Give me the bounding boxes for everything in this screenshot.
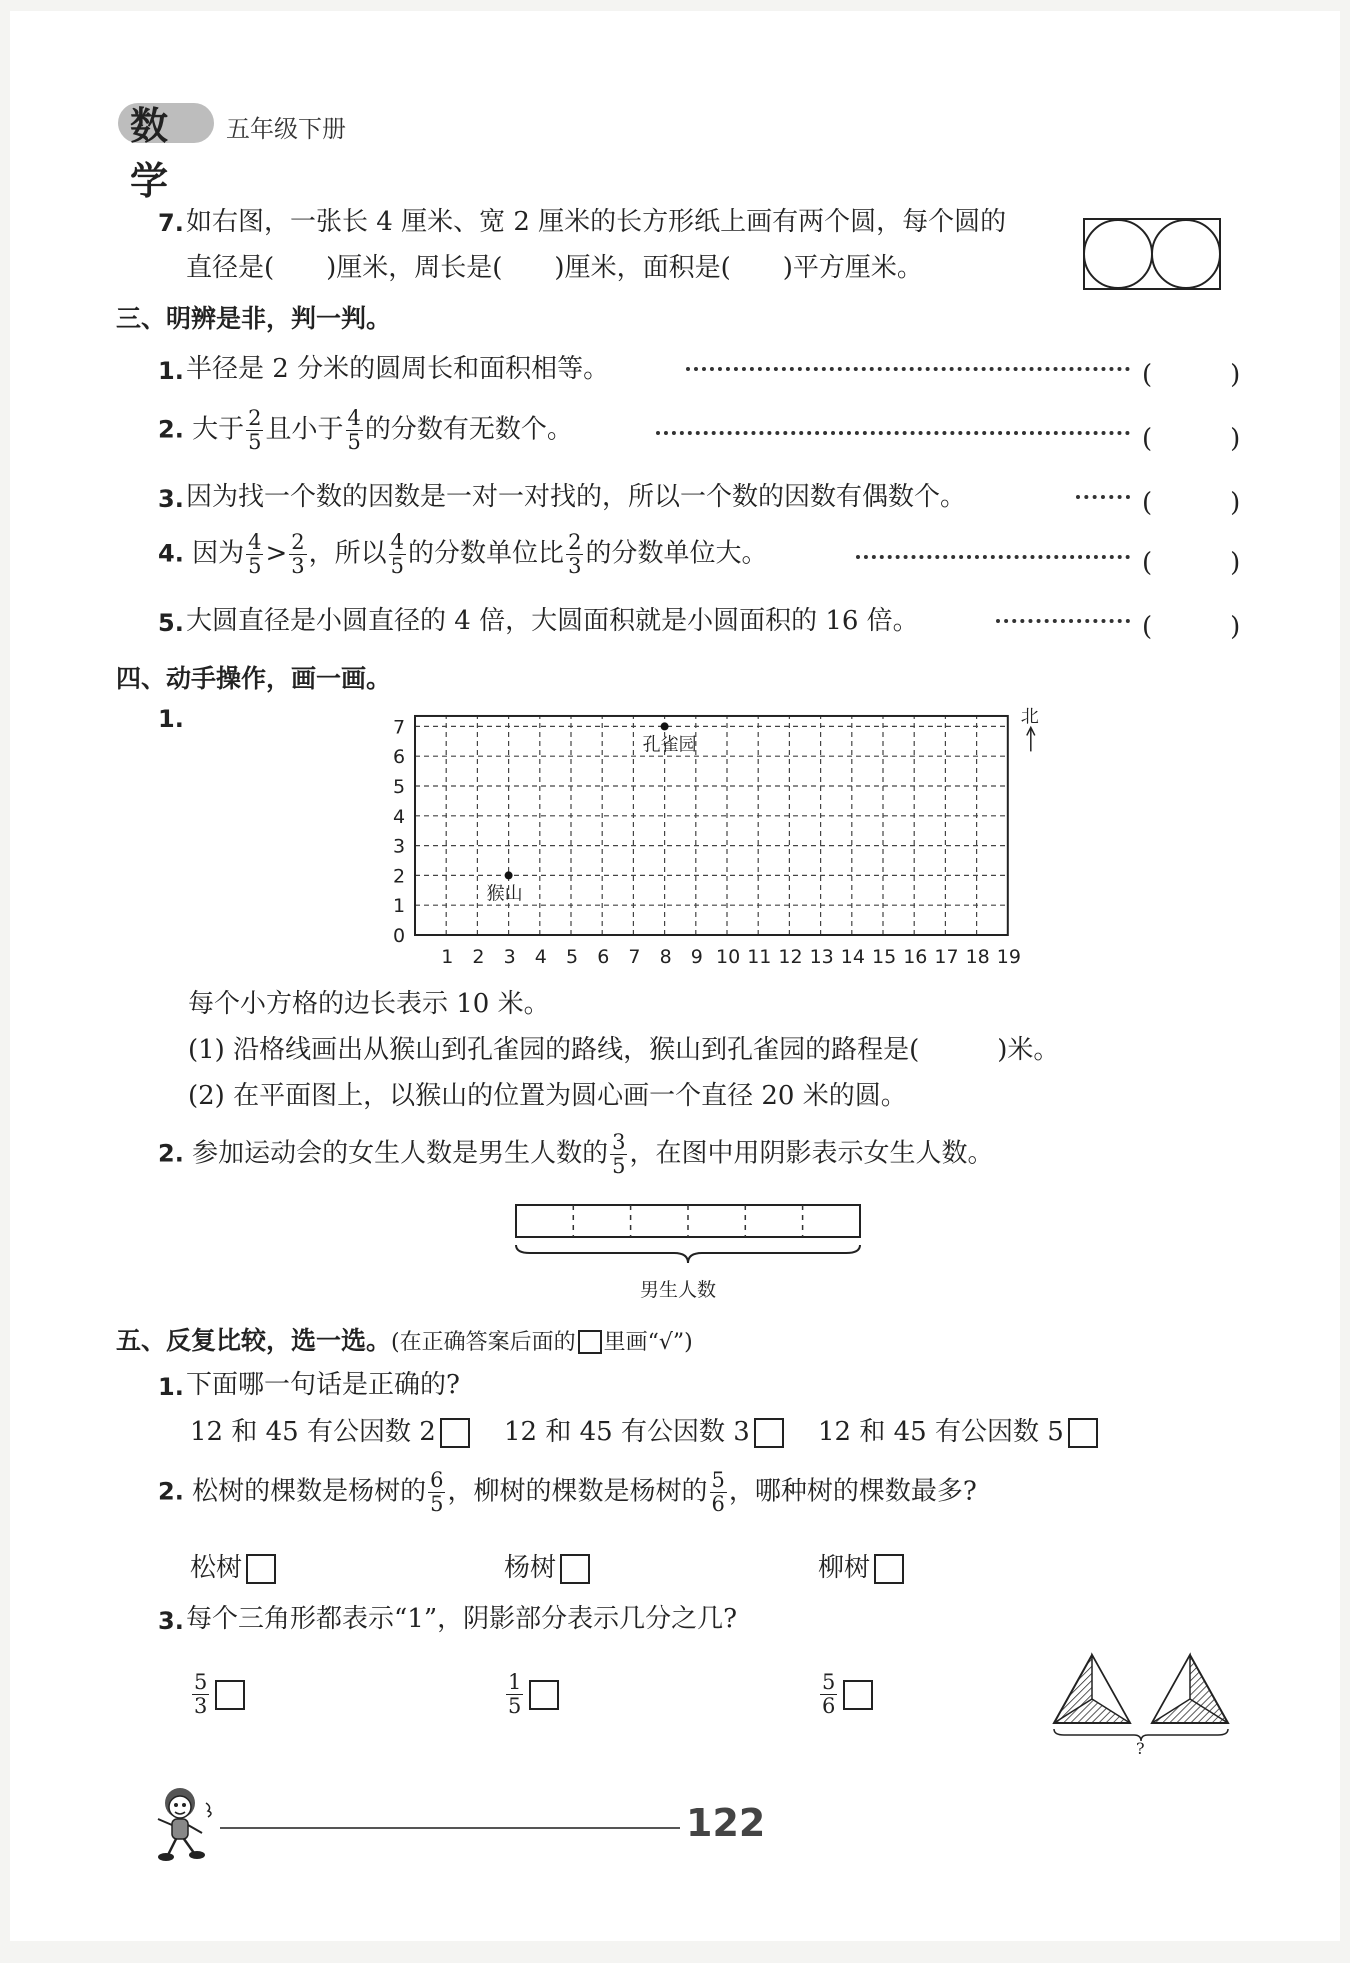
answer-checkbox[interactable] — [754, 1418, 784, 1448]
s5-q1-option-3: 12 和 45 有公因数 5 — [818, 1417, 1098, 1448]
section3-title: 三、明辨是非，判一判。 — [116, 304, 392, 333]
s4-q2-number: 2. — [158, 1139, 184, 1168]
fraction: $\frac{5}{6}$ — [711, 1468, 725, 1516]
title-checkbox-icon — [578, 1330, 602, 1354]
answer-checkbox[interactable] — [440, 1418, 470, 1448]
shaded-triangles-figure — [1050, 1651, 1240, 1751]
s3-item4-post: 的分数单位大。 — [585, 538, 768, 569]
s3-item1-answer[interactable]: ( ) — [1142, 360, 1241, 390]
x-tick-label: 6 — [597, 946, 610, 968]
s3-item4-pre: 因为 — [192, 538, 245, 569]
s4-sub2: (2) 在平面图上，以猴山的位置为圆心画一个直径 20 米的圆。 — [188, 1081, 907, 1111]
y-tick-label: 5 — [393, 776, 406, 798]
s5-q2-option-1: 松树 — [190, 1553, 276, 1584]
x-tick-label: 16 — [903, 946, 928, 968]
section5-title-note-post: 里画“√”) — [603, 1330, 693, 1355]
answer-checkbox[interactable] — [874, 1554, 904, 1584]
fraction: $\frac{6}{5}$ — [430, 1468, 444, 1516]
s4-sub1: (1) 沿格线画出从猴山到孔雀园的路线，猴山到孔雀园的路程是( )米。 — [188, 1035, 1060, 1065]
s4-q2 — [158, 1131, 994, 1178]
x-tick-label: 18 — [965, 946, 990, 968]
s5-q2-option-3: 柳树 — [818, 1553, 904, 1584]
s3-item3-number: 3. — [158, 485, 184, 513]
section5-title — [116, 1321, 693, 1357]
bar-label: 男生人数 — [640, 1279, 717, 1301]
fraction: $\frac{2}{3}$ — [568, 530, 582, 578]
x-tick-label: 13 — [809, 946, 834, 968]
s3-item5-number: 5. — [158, 609, 184, 637]
page-number: 122 — [686, 1801, 766, 1845]
s5-q3-option-1 — [190, 1671, 245, 1718]
x-tick-label: 9 — [690, 946, 703, 968]
s3-item3-text: 因为找一个数的因数是一对一对找的，所以一个数的因数有偶数个。 — [186, 482, 967, 512]
s3-item2-answer[interactable]: ( ) — [1142, 424, 1241, 454]
s3-item2 — [158, 407, 573, 454]
x-tick-label: 12 — [778, 946, 803, 968]
two-circles-rectangle-figure — [1082, 217, 1222, 291]
coordinate-grid-map[interactable] — [380, 691, 1040, 981]
y-tick-label: 1 — [393, 895, 406, 918]
x-tick-label: 11 — [747, 946, 772, 968]
y-tick-label: 2 — [393, 865, 406, 888]
fraction: $\frac{2}{3}$ — [291, 530, 305, 578]
s5-q3-text: 每个三角形都表示“1”，阴影部分表示几分之几? — [186, 1604, 738, 1634]
q7-line2: 直径是( )厘米，周长是( )厘米，面积是( )平方厘米。 — [186, 253, 923, 283]
s3-item3-leader — [1076, 495, 1130, 499]
y-tick-label: 4 — [393, 805, 406, 828]
location-label: 孔雀园 — [642, 734, 697, 756]
location-point — [661, 722, 669, 730]
y-tick-label: 6 — [393, 746, 406, 769]
answer-checkbox[interactable] — [215, 1680, 245, 1710]
s5-q2-mid: ，柳树的棵数是杨树的 — [447, 1476, 708, 1507]
s3-item2-pre: 大于 — [192, 414, 245, 445]
s5-q2-option-2: 杨树 — [504, 1553, 590, 1584]
s3-item1-text: 半径是 2 分米的圆周长和面积相等。 — [186, 354, 610, 384]
s5-q1-option-1: 12 和 45 有公因数 2 — [190, 1417, 470, 1448]
s4-q2-pre: 参加运动会的女生人数是男生人数的 — [192, 1138, 609, 1169]
answer-checkbox[interactable] — [843, 1680, 873, 1710]
answer-checkbox[interactable] — [560, 1554, 590, 1584]
s5-q2 — [158, 1469, 977, 1516]
s3-item4-mid: ，所以 — [308, 538, 387, 569]
s5-q3-option-3 — [818, 1671, 873, 1718]
x-tick-label: 7 — [628, 946, 641, 968]
x-tick-label: 17 — [934, 946, 959, 968]
s3-item5-answer[interactable]: ( ) — [1142, 612, 1241, 642]
x-tick-label: 8 — [659, 946, 672, 968]
s3-item5-leader — [996, 619, 1130, 623]
x-tick-label: 1 — [441, 946, 454, 968]
mascot-icon — [150, 1783, 220, 1863]
s5-q3-option-2 — [504, 1671, 559, 1718]
s3-item1-leader — [686, 367, 1130, 371]
header-subject: 数学 — [130, 104, 173, 203]
x-tick-label: 5 — [566, 946, 579, 968]
s5-q2-post: ，哪种树的棵数最多? — [728, 1476, 977, 1507]
location-label: 猴山 — [486, 883, 523, 905]
s5-q2-pre: 松树的棵数是杨树的 — [192, 1476, 427, 1507]
fraction: $\frac{4}{5}$ — [347, 406, 361, 454]
answer-checkbox[interactable] — [529, 1680, 559, 1710]
fraction: $\frac{4}{5}$ — [390, 530, 405, 578]
s3-item3-answer[interactable]: ( ) — [1142, 488, 1241, 518]
s3-item2-leader — [656, 431, 1130, 435]
fraction: $\frac{5}{3}$ — [194, 1670, 208, 1718]
footer-rule — [220, 1827, 680, 1829]
y-tick-label: 0 — [393, 925, 406, 947]
s3-item4 — [158, 531, 767, 578]
s4-note: 每个小方格的边长表示 10 米。 — [188, 989, 550, 1019]
workbook-page — [10, 11, 1340, 1941]
s5-q1-option-2: 12 和 45 有公因数 3 — [504, 1417, 784, 1448]
s3-item2-mid: 且小于 — [265, 414, 344, 445]
section5-title-note-pre: (在正确答案后面的 — [391, 1330, 576, 1355]
s4-q1-number: 1. — [158, 705, 184, 733]
x-tick-label: 3 — [503, 946, 516, 968]
y-tick-label: 7 — [393, 716, 406, 739]
s5-q2-number: 2. — [158, 1477, 184, 1506]
q7-number: 7. — [158, 209, 184, 237]
s3-item4-number: 4. — [158, 539, 184, 568]
fraction: $\frac{1}{5}$ — [508, 1670, 522, 1718]
fraction: $\frac{4}{5}$ — [248, 530, 262, 578]
x-tick-label: 15 — [872, 946, 897, 968]
section5-title-text: 五、反复比较，选一选。 — [116, 1326, 392, 1355]
s3-item1-number: 1. — [158, 357, 184, 385]
x-tick-label: 14 — [840, 946, 865, 968]
s5-q1-text: 下面哪一句话是正确的? — [186, 1370, 460, 1400]
location-point — [505, 871, 513, 879]
fraction: $\frac{2}{5}$ — [248, 406, 262, 454]
header-grade: 五年级下册 — [226, 115, 346, 143]
section4-title: 四、动手操作，画一画。 — [116, 664, 392, 693]
s5-q3-number: 3. — [158, 1607, 184, 1635]
north-label: 北 — [1020, 706, 1039, 728]
y-tick-label: 3 — [393, 835, 406, 858]
s3-item2-number: 2. — [158, 415, 184, 444]
answer-checkbox[interactable] — [246, 1554, 276, 1584]
fraction: $\frac{3}{5}$ — [612, 1130, 626, 1178]
s4-q2-post: ，在图中用阴影表示女生人数。 — [629, 1138, 994, 1169]
s5-q1-number: 1. — [158, 1373, 184, 1401]
s3-item5-text: 大圆直径是小圆直径的 4 倍，大圆面积就是小圆面积的 16 倍。 — [186, 606, 919, 636]
question-mark: ? — [1136, 1739, 1145, 1758]
greater-than-sign: > — [265, 538, 288, 569]
fraction: $\frac{5}{6}$ — [822, 1670, 836, 1718]
s3-item4-answer[interactable]: ( ) — [1142, 548, 1241, 578]
s3-item4-leader — [856, 555, 1130, 559]
x-tick-label: 4 — [534, 946, 547, 968]
x-tick-label: 2 — [472, 946, 485, 968]
x-tick-label: 19 — [996, 946, 1021, 968]
q7-line1: 如右图，一张长 4 厘米、宽 2 厘米的长方形纸上画有两个圆，每个圆的 — [186, 207, 1007, 237]
x-tick-label: 10 — [716, 946, 741, 968]
s3-item2-post: 的分数有无数个。 — [364, 414, 573, 445]
answer-checkbox[interactable] — [1068, 1418, 1098, 1448]
segment-bar-figure[interactable] — [510, 1201, 870, 1271]
s3-item4-mid2: 的分数单位比 — [408, 538, 565, 569]
